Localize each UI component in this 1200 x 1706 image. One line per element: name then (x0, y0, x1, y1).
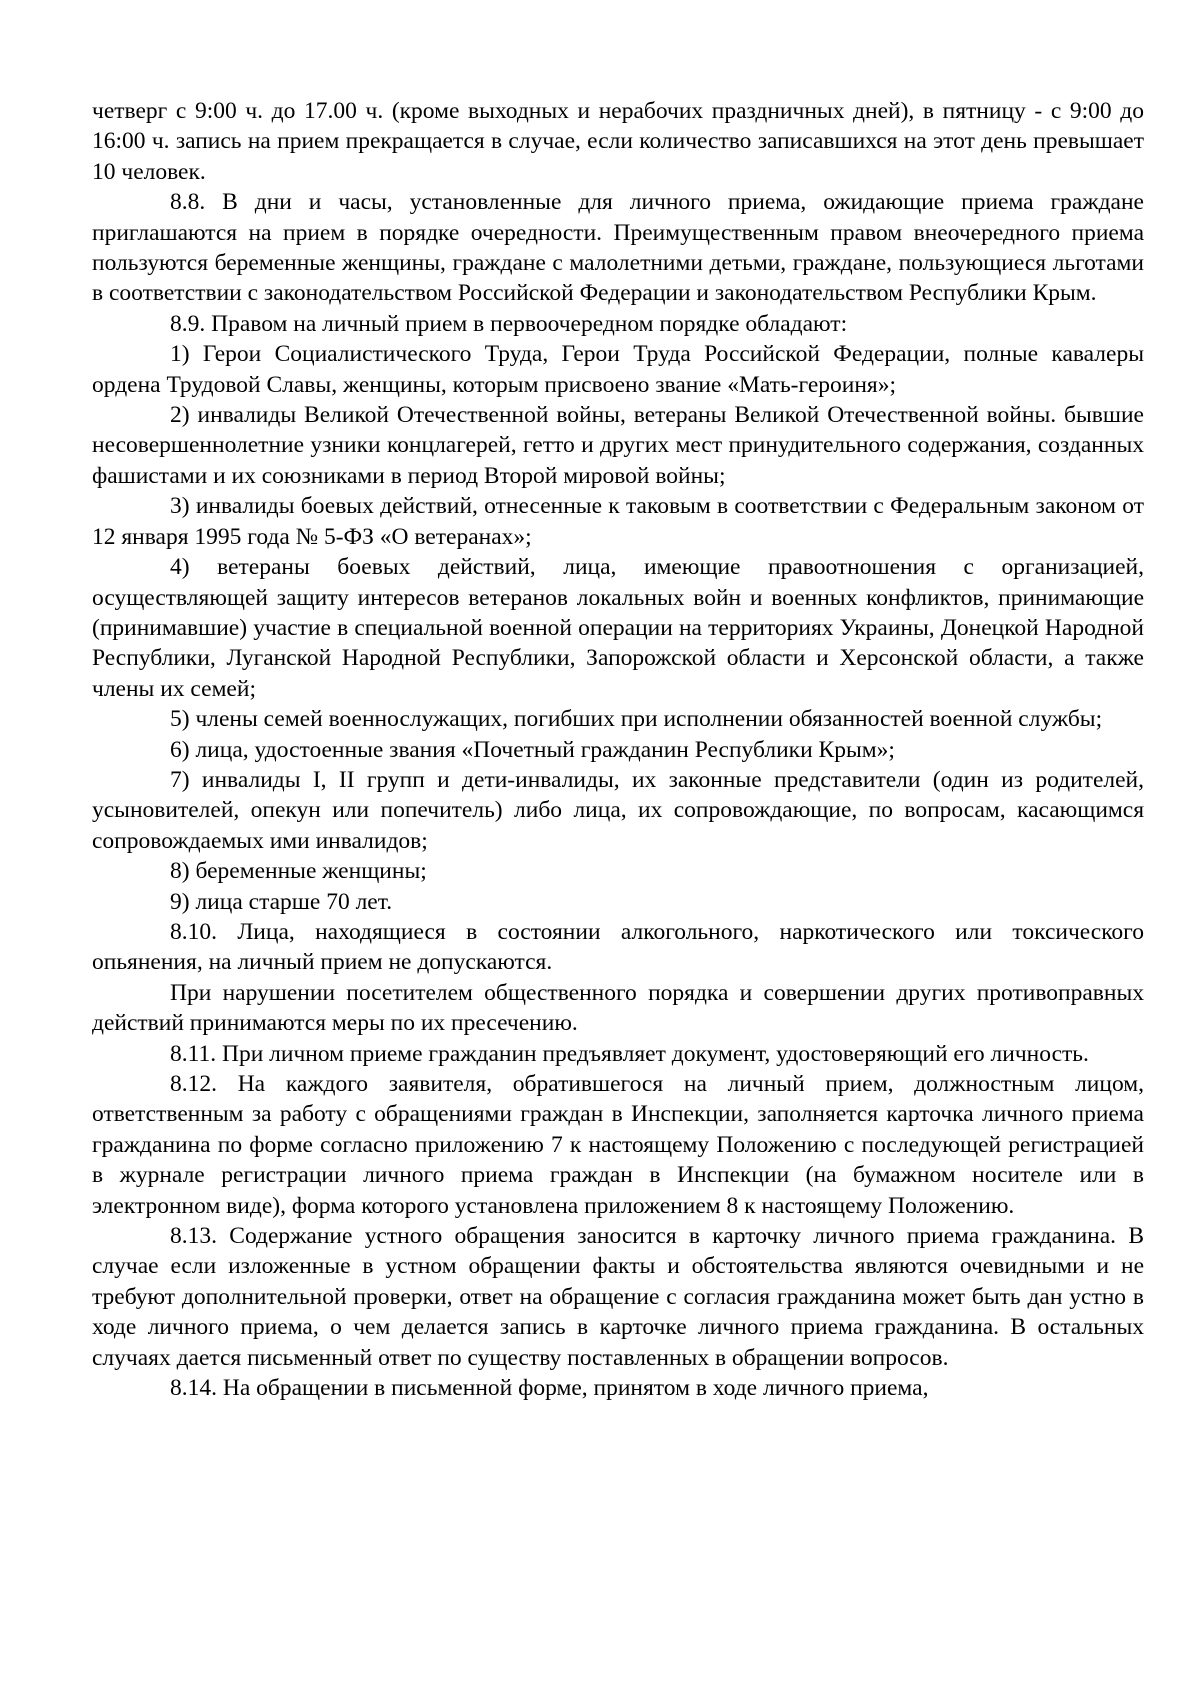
list-item-4: 4) ветераны боевых действий, лица, имеющие правоотношения с организацией, осуществляющей защиту интересов ветеранов локальных войн и военных конфликтов, принимающие (принимавшие) участие в специальной военной операции на территориях Украины, Донецкой Народной Республики, Луганской Народной Республики, Запорожской области и Херсонской области, а также члены их семей; (92, 554, 1144, 702)
paragraph-8-8: 8.8. В дни и часы, установленные для личного приема, ожидающие приема граждане приглашаются на прием в порядке очередности. Преимущественным правом внеочередного приема пользуются беременные женщины, граждане с малолетними детьми, граждане, пользующиеся льготами в соответствии с законодательством Российской Федерации и законодательством Республики Крым. (92, 189, 1144, 307)
paragraph-8-13: 8.13. Содержание устного обращения заносится в карточку личного приема гражданина. В случае если изложенные в устном обращении факты и обстоятельства являются очевидными и не требуют дополнительной проверки, ответ на обращение с согласия гражданина может быть дан устно в ходе личного приема, о чем делается запись в карточке личного приема гражданина. В остальных случаях дается письменный ответ по существу поставленных в обращении вопросов. (92, 1223, 1144, 1371)
list-item-6: 6) лица, удостоенные звания «Почетный гражданин Республики Крым»; (170, 736, 895, 763)
list-item-1: 1) Герои Социалистического Труда, Герои Труда Российской Федерации, полные кавалеры ордена Трудовой Славы, женщины, которым присвоено звание «Мать-героиня»; (92, 341, 1144, 398)
list-item-8: 8) беременные женщины; (170, 858, 427, 885)
paragraph-8-11: 8.11. При личном приеме гражданин предъявляет документ, удостоверяющий его личность. (170, 1040, 1089, 1067)
paragraph-8-9: 8.9. Правом на личный прием в первоочередном порядке обладают: (170, 310, 848, 337)
list-item-7: 7) инвалиды I, II групп и дети-инвалиды, их законные представители (один из родителей, усыновителей, опекун или попечитель) либо лица, их сопровождающие, по вопросам, касающимся сопровождаемых ими инвалидов; (92, 766, 1144, 854)
list-item-2: 2) инвалиды Великой Отечественной войны, ветераны Великой Отечественной войны. бывшие несовершеннолетние узники концлагерей, гетто и других мест принудительного содержания, созданных фашистами и их союзниками в период Второй мировой войны; (92, 402, 1144, 489)
paragraph-continuation: четверг с 9:00 ч. до 17.00 ч. (кроме выходных и нерабочих праздничных дней), в пятницу - с 9:00 до 16:00 ч. запись на прием прекращается в случае, если количество записавшихся на этот день превышает 10 человек. (92, 98, 1144, 185)
paragraph-8-10: 8.10. Лица, находящиеся в состоянии алкогольного, наркотического или токсического опьянения, на личный прием не допускаются. (92, 918, 1144, 976)
paragraph-violation: При нарушении посетителем общественного порядка и совершении других противоправных действий принимаются меры по их пресечению. (92, 979, 1144, 1037)
document-page (92, 96, 1144, 1403)
paragraph-8-12: 8.12. На каждого заявителя, обратившегося на личный прием, должностным лицом, ответственным за работу с обращениями граждан в Инспекции, заполняется карточка личного приема гражданина по форме согласно приложению 7 к настоящему Положению с последующей регистрацией в журнале регистрации личного приема граждан в Инспекции (на бумажном носителе или в электронном виде), форма которого установлена приложением 8 к настоящему Положению. (92, 1071, 1144, 1219)
list-item-3: 3) инвалиды боевых действий, отнесенные к таковым в соответствии с Федеральным законом от 12 января 1995 года № 5-ФЗ «О ветеранах»; (92, 493, 1144, 550)
list-item-5: 5) члены семей военнослужащих, погибших при исполнении обязанностей военной службы; (170, 706, 1103, 733)
list-item-9: 9) лица старше 70 лет. (170, 888, 393, 915)
paragraph-8-14: 8.14. На обращении в письменной форме, принятом в ходе личного приема, (170, 1375, 929, 1402)
